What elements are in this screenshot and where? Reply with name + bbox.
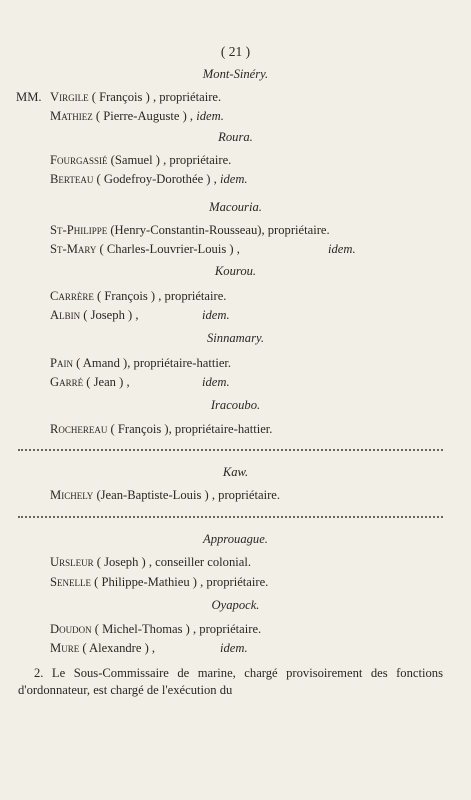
entry (50, 153, 231, 168)
entry-idem: idem. (196, 109, 224, 123)
section-heading: Mont-Sinéry. (202, 67, 269, 81)
entry-details: ( Joseph ) , (80, 308, 139, 322)
entry (50, 172, 248, 187)
entry (50, 223, 330, 238)
article-paragraph: 2. Le Sous-Commissaire de marine, chargé provisoirement des fonctions d'ordonnateur, est chargé de l'exécution du (18, 666, 443, 697)
entry-name: Michely (50, 488, 94, 502)
entry (50, 641, 155, 656)
entry-idem: idem. (219, 172, 248, 186)
entry-name: Pain (50, 356, 74, 370)
dotted-separator (18, 447, 443, 451)
entry (50, 308, 139, 323)
entry (50, 356, 231, 371)
entry-name: Senelle (50, 575, 91, 589)
entry-name: Rochereau (50, 422, 108, 436)
section-heading: Roura. (218, 130, 253, 144)
section-heading: Macouria. (209, 200, 262, 214)
entry-details: ( Godefroy-Dorothée ) , (93, 172, 220, 186)
entry (50, 375, 130, 390)
entry-details: ( Michel-Thomas ) , propriétaire. (91, 622, 262, 636)
entry (50, 488, 280, 503)
entry-name: Berteau (50, 172, 94, 186)
entry (50, 242, 240, 257)
entry-name: Ursleur (50, 555, 94, 569)
entry-name: Doudon (50, 622, 92, 636)
entry-idem: idem. (202, 308, 230, 322)
mm-prefix: MM. (16, 90, 42, 104)
entry-name: Albin (50, 308, 81, 322)
entry-details: ( Philippe-Mathieu ) , propriétaire. (91, 575, 269, 589)
section-heading: Oyapock. (211, 598, 260, 612)
entry-details: ( Joseph ) , conseiller colonial. (93, 555, 251, 569)
entry-details: ( François ) , propriétaire. (88, 90, 222, 104)
section-heading: Sinnamary. (206, 331, 265, 345)
entry-name: Mathiez (50, 109, 93, 123)
entry-idem: idem. (220, 641, 248, 655)
entry-details: (Jean-Baptiste-Louis ) , propriétaire. (93, 488, 281, 502)
entry-details: ( François ), propriétaire-hattier. (107, 422, 273, 436)
entry-details: ( Amand ), propriétaire-hattier. (73, 356, 232, 370)
entry-idem: idem. (328, 242, 356, 256)
entry-name: Carrère (50, 289, 94, 303)
dotted-separator (18, 514, 443, 518)
entry (50, 289, 226, 304)
entry (50, 575, 268, 590)
entry-name: St-Philippe (50, 223, 108, 237)
entry-name: Garré (50, 375, 84, 389)
entry-name: Mure (50, 641, 80, 655)
entry-details: ( Alexandre ) , (79, 641, 156, 655)
entry-details: (Samuel ) , propriétaire. (107, 153, 232, 167)
entry-name: St-Mary (50, 242, 97, 256)
entry-details: ( Charles-Louvrier-Louis ) , (96, 242, 240, 256)
page-number: ( 21 ) (220, 44, 251, 59)
entry-idem: idem. (202, 375, 230, 389)
entry-name: Fourgassié (50, 153, 108, 167)
entry-name: Virgile (50, 90, 89, 104)
section-heading: Kaw. (222, 465, 249, 479)
section-heading: Iracoubo. (210, 398, 261, 412)
entry (50, 622, 261, 637)
entry (50, 90, 221, 105)
entry (50, 555, 251, 570)
entry-details: ( Pierre-Auguste ) , (92, 109, 197, 123)
entry (50, 109, 224, 124)
entry-details: ( François ) , propriétaire. (93, 289, 227, 303)
entry-details: (Henry-Constantin-Rousseau), propriétaire. (107, 223, 330, 237)
section-heading: Approuague. (203, 532, 268, 546)
section-heading: Kourou. (214, 264, 257, 278)
entry (50, 422, 272, 437)
entry-details: ( Jean ) , (83, 375, 130, 389)
